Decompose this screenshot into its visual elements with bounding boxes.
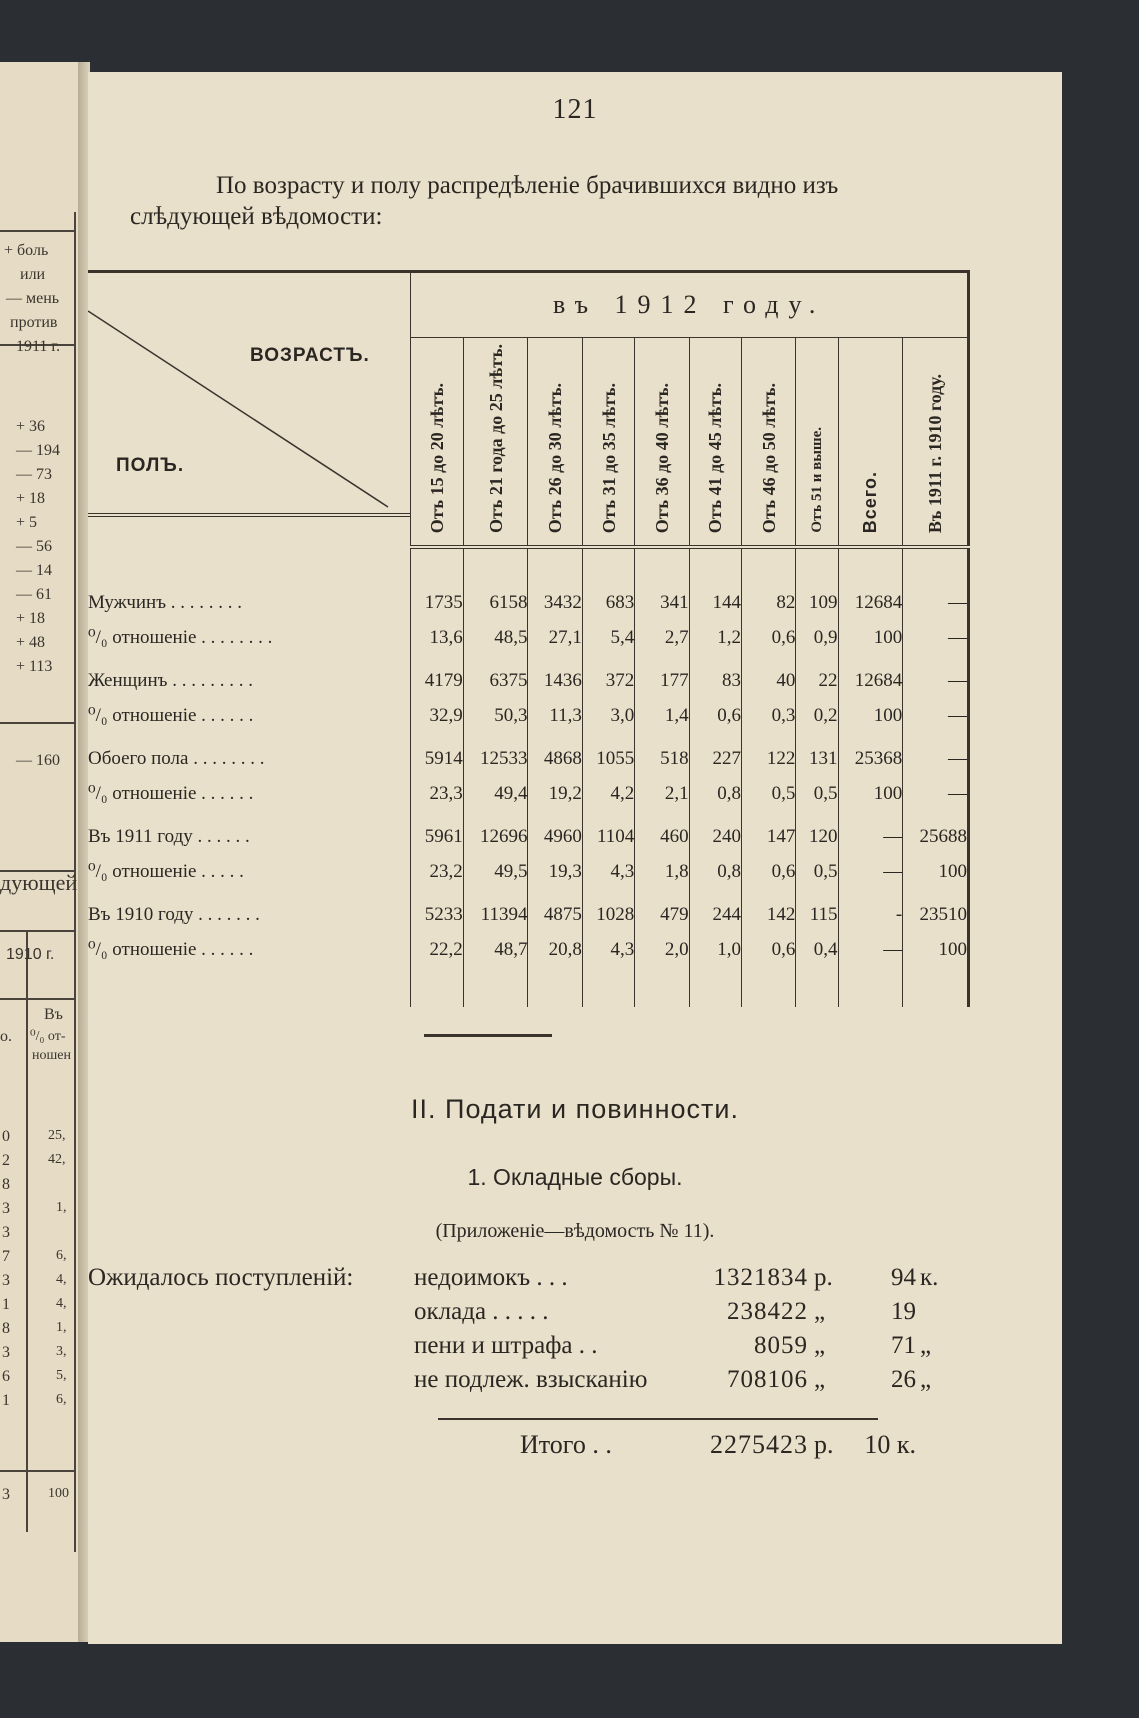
table-cell: 4960 bbox=[528, 819, 582, 854]
revenue-row bbox=[88, 1264, 988, 1298]
fragment-text: 1, bbox=[56, 1200, 67, 1215]
fragment-text: + 48 bbox=[16, 634, 46, 651]
table-row bbox=[88, 819, 969, 854]
fragment-text: — мень bbox=[6, 290, 60, 307]
table-cell: 100 bbox=[903, 854, 969, 889]
table-cell: 0,8 bbox=[689, 776, 741, 811]
table-body bbox=[88, 547, 969, 1007]
table-row bbox=[88, 698, 969, 733]
subsection-title: 1. Окладные сборы. bbox=[467, 1164, 683, 1190]
table-cell: 6158 bbox=[463, 585, 528, 620]
year-header: въ 1912 году. bbox=[411, 272, 969, 338]
table-cell: 23,2 bbox=[411, 854, 463, 889]
table-cell: 227 bbox=[689, 741, 741, 776]
fragment-text: ношен bbox=[32, 1048, 71, 1063]
revenue-item-name: пени и штрафа . . bbox=[414, 1332, 598, 1359]
table-cell: 22,2 bbox=[411, 932, 463, 967]
table-cell: 4875 bbox=[528, 897, 582, 932]
table-cell: 5233 bbox=[411, 897, 463, 932]
table-cell: — bbox=[838, 932, 903, 967]
corner-label-age: ВОЗРАСТЪ. bbox=[250, 345, 370, 366]
table-cell: 0,9 bbox=[796, 620, 838, 655]
table-cell: 100 bbox=[838, 698, 903, 733]
table-cell: 0,4 bbox=[796, 932, 838, 967]
table-cell: - bbox=[838, 897, 903, 932]
revenue-item-name: не подлеж. взысканію bbox=[414, 1366, 648, 1393]
row-label: ⁰/₀ отношеніе . . . . . . bbox=[88, 705, 254, 726]
table-cell: — bbox=[838, 819, 903, 854]
table-cell: 12533 bbox=[463, 741, 528, 776]
table-cell: 22 bbox=[796, 663, 838, 698]
fragment-text: 2 bbox=[2, 1152, 10, 1169]
table-cell: 4,3 bbox=[582, 932, 634, 967]
revenue-row bbox=[88, 1298, 988, 1332]
table-cell: 13,6 bbox=[411, 620, 463, 655]
table-cell: 0,5 bbox=[796, 776, 838, 811]
table-cell: — bbox=[903, 741, 969, 776]
revenue-item-amount: 8059 bbox=[754, 1332, 808, 1359]
appendix-note: (Приложеніе—вѣдомость № 11). bbox=[435, 1220, 715, 1242]
table-cell: 0,5 bbox=[742, 776, 796, 811]
column-header: Отъ 21 года до 25 лѣтъ. bbox=[463, 338, 528, 548]
table-cell: 244 bbox=[689, 897, 741, 932]
row-label: ⁰/₀ отношеніе . . . . . . bbox=[88, 939, 254, 960]
table-cell: 122 bbox=[742, 741, 796, 776]
fragment-text: — 73 bbox=[16, 466, 52, 483]
table-corner-cell bbox=[88, 272, 411, 548]
table-cell: 120 bbox=[796, 819, 838, 854]
revenue-item-unit: р. bbox=[814, 1264, 833, 1291]
row-label: Въ 1910 году . . . . . . . bbox=[88, 903, 260, 925]
column-header: Отъ 46 до 50 лѣтъ. bbox=[742, 338, 796, 548]
fragment-text: — 61 bbox=[16, 586, 52, 603]
revenue-list bbox=[88, 1264, 988, 1400]
table-cell: — bbox=[838, 854, 903, 889]
table-cell: 0,6 bbox=[689, 698, 741, 733]
fragment-text: 6, bbox=[56, 1248, 67, 1263]
table-cell: 5914 bbox=[411, 741, 463, 776]
table-cell: 1028 bbox=[582, 897, 634, 932]
table-cell: — bbox=[903, 698, 969, 733]
table-cell: 49,5 bbox=[463, 854, 528, 889]
revenue-item-kopecks: 19 bbox=[891, 1298, 916, 1325]
table-cell: 240 bbox=[689, 819, 741, 854]
table-cell: 2,0 bbox=[635, 932, 689, 967]
page-number: 121 bbox=[552, 94, 598, 125]
table-row bbox=[88, 897, 969, 932]
table-cell: — bbox=[903, 776, 969, 811]
table-cell: 2,1 bbox=[635, 776, 689, 811]
fragment-text: — 56 bbox=[16, 538, 52, 555]
table-cell: 6375 bbox=[463, 663, 528, 698]
table-cell: — bbox=[903, 620, 969, 655]
table-cell: 0,6 bbox=[742, 620, 796, 655]
table-cell: 3432 bbox=[528, 585, 582, 620]
table-cell: 0,6 bbox=[742, 854, 796, 889]
table-cell: 20,8 bbox=[528, 932, 582, 967]
column-header: Въ 1911 г. 1910 году. bbox=[903, 338, 969, 548]
fragment-text: + 5 bbox=[16, 514, 38, 531]
fragment-text: — 194 bbox=[16, 442, 60, 459]
table-cell: 372 bbox=[582, 663, 634, 698]
table-cell: 1735 bbox=[411, 585, 463, 620]
fragment-text: + 36 bbox=[16, 418, 46, 435]
row-label: Обоего пола . . . . . . . . bbox=[88, 747, 265, 769]
column-header: Отъ 41 до 45 лѣтъ. bbox=[689, 338, 741, 548]
table-cell: 12684 bbox=[838, 663, 903, 698]
column-header: Отъ 31 до 35 лѣтъ. bbox=[582, 338, 634, 548]
fragment-text: 100 bbox=[48, 1486, 69, 1501]
table-cell: 4868 bbox=[528, 741, 582, 776]
revenue-item-amount: 238422 bbox=[727, 1298, 808, 1325]
table-cell: 0,6 bbox=[742, 932, 796, 967]
revenue-item-unit: „ bbox=[814, 1298, 826, 1325]
fragment-text: 3 bbox=[2, 1486, 10, 1503]
table-row bbox=[88, 854, 969, 889]
diagonal-rule bbox=[88, 303, 402, 513]
fragment-text: или bbox=[20, 266, 46, 283]
book-page bbox=[88, 72, 1062, 1644]
fragment-text: 1911 г. bbox=[16, 338, 61, 355]
table-cell: 460 bbox=[635, 819, 689, 854]
row-label: Женщинъ . . . . . . . . . bbox=[88, 669, 253, 691]
fragment-text: 1 bbox=[2, 1296, 10, 1313]
table-cell: 50,3 bbox=[463, 698, 528, 733]
table-cell: 25688 bbox=[903, 819, 969, 854]
total-amount: 2275423 bbox=[710, 1430, 808, 1459]
table-cell: 49,4 bbox=[463, 776, 528, 811]
table-cell: 1055 bbox=[582, 741, 634, 776]
table-cell: 27,1 bbox=[528, 620, 582, 655]
table-row bbox=[88, 741, 969, 776]
intro-line-1: По возрасту и полу распредѣленіе брачившихся видно изъ bbox=[216, 172, 839, 199]
table-cell: 109 bbox=[796, 585, 838, 620]
table-cell: 131 bbox=[796, 741, 838, 776]
fragment-text: 3 bbox=[2, 1200, 10, 1217]
total-kopecks: 10 к. bbox=[864, 1430, 916, 1459]
table-cell: 12684 bbox=[838, 585, 903, 620]
table-cell: — bbox=[903, 663, 969, 698]
fragment-text: ⁰/₀ от- bbox=[30, 1029, 66, 1044]
row-label: ⁰/₀ отношеніе . . . . . bbox=[88, 861, 244, 882]
divider bbox=[0, 930, 76, 932]
fragment-text: 1, bbox=[56, 1320, 67, 1335]
table-cell: 3,0 bbox=[582, 698, 634, 733]
left-page-fragment bbox=[0, 62, 80, 1642]
section-title: II. Подати и повинности. bbox=[411, 1094, 739, 1124]
revenue-row bbox=[88, 1332, 988, 1366]
revenue-lead: Ожидалось поступленій: bbox=[88, 1264, 354, 1291]
table-cell: 341 bbox=[635, 585, 689, 620]
table-cell: 0,3 bbox=[742, 698, 796, 733]
revenue-item-kopecks: 94 bbox=[891, 1264, 916, 1291]
table-cell: 11,3 bbox=[528, 698, 582, 733]
column-header: Отъ 36 до 40 лѣтъ. bbox=[635, 338, 689, 548]
revenue-item-name: оклада . . . . . bbox=[414, 1298, 549, 1325]
row-label: Въ 1911 году . . . . . . bbox=[88, 825, 250, 847]
fragment-text: 1 bbox=[2, 1392, 10, 1409]
table-cell: 147 bbox=[742, 819, 796, 854]
table-cell: 100 bbox=[838, 620, 903, 655]
revenue-item-amount: 1321834 bbox=[713, 1264, 808, 1291]
table-cell: 4179 bbox=[411, 663, 463, 698]
total-divider bbox=[438, 1418, 878, 1420]
fragment-text: 25, bbox=[48, 1128, 66, 1143]
table-cell: 1,2 bbox=[689, 620, 741, 655]
fragment-text: + боль bbox=[4, 242, 49, 259]
total-unit: р. bbox=[814, 1430, 834, 1459]
divider bbox=[0, 230, 76, 232]
table-cell: 48,5 bbox=[463, 620, 528, 655]
table-cell: 82 bbox=[742, 585, 796, 620]
table-cell: 4,3 bbox=[582, 854, 634, 889]
divider bbox=[0, 1470, 76, 1472]
column-header: Отъ 15 до 20 лѣтъ. bbox=[411, 338, 463, 548]
revenue-item-kopeck-unit: к. bbox=[920, 1264, 939, 1291]
table-cell: 12696 bbox=[463, 819, 528, 854]
divider bbox=[0, 722, 76, 724]
revenue-total bbox=[88, 1430, 988, 1470]
table-row bbox=[88, 585, 969, 620]
revenue-item-kopeck-unit: „ bbox=[920, 1332, 932, 1359]
fragment-text: + 18 bbox=[16, 610, 46, 627]
fragment-text: 5, bbox=[56, 1368, 67, 1383]
table-cell: 518 bbox=[635, 741, 689, 776]
fragment-text: 4, bbox=[56, 1296, 67, 1311]
table-cell: 25368 bbox=[838, 741, 903, 776]
table-cell: 100 bbox=[903, 932, 969, 967]
fragment-text: 42, bbox=[48, 1152, 66, 1167]
revenue-item-kopeck-unit: „ bbox=[920, 1366, 932, 1393]
table-cell: 1,0 bbox=[689, 932, 741, 967]
fragment-text: + 18 bbox=[16, 490, 46, 507]
table-cell: 0,8 bbox=[689, 854, 741, 889]
fragment-text: 8 bbox=[2, 1320, 10, 1337]
table-cell: 115 bbox=[796, 897, 838, 932]
revenue-item-unit: „ bbox=[814, 1332, 826, 1359]
table-cell: 100 bbox=[838, 776, 903, 811]
fragment-text: Въ bbox=[44, 1006, 63, 1023]
revenue-item-amount: 708106 bbox=[727, 1366, 808, 1393]
total-label: Итого . . bbox=[520, 1430, 612, 1459]
table-cell: 48,7 bbox=[463, 932, 528, 967]
table-cell: 1,4 bbox=[635, 698, 689, 733]
column-header: Отъ 51 и выше. bbox=[796, 338, 838, 548]
fragment-text: 6 bbox=[2, 1368, 10, 1385]
revenue-item-name: недоимокъ . . . bbox=[414, 1264, 568, 1291]
divider bbox=[0, 998, 76, 1000]
fragment-text: 0 bbox=[2, 1128, 10, 1145]
row-label: Мужчинъ . . . . . . . . bbox=[88, 591, 243, 613]
table-cell: 83 bbox=[689, 663, 741, 698]
fragment-text: 1910 г. bbox=[6, 946, 55, 963]
table-cell: 1104 bbox=[582, 819, 634, 854]
table-cell: 40 bbox=[742, 663, 796, 698]
table-cell: 19,3 bbox=[528, 854, 582, 889]
fragment-text: — 14 bbox=[16, 562, 52, 579]
revenue-item-kopecks: 71 bbox=[891, 1332, 916, 1359]
row-label: ⁰/₀ отношеніе . . . . . . . . bbox=[88, 627, 273, 648]
row-label: ⁰/₀ отношеніе . . . . . . bbox=[88, 783, 254, 804]
column-header: Всего. bbox=[838, 338, 903, 548]
column-header: Отъ 26 до 30 лѣтъ. bbox=[528, 338, 582, 548]
table-row bbox=[88, 932, 969, 967]
table-cell: 177 bbox=[635, 663, 689, 698]
fragment-text: 3 bbox=[2, 1344, 10, 1361]
intro-line-2: слѣдующей вѣдомости: bbox=[130, 203, 383, 230]
table-cell: 19,2 bbox=[528, 776, 582, 811]
table-cell: 4,2 bbox=[582, 776, 634, 811]
fragment-text: 7 bbox=[2, 1248, 10, 1265]
revenue-row bbox=[88, 1366, 988, 1400]
fragment-text: 3 bbox=[2, 1224, 10, 1241]
table-cell: 11394 bbox=[463, 897, 528, 932]
corner-label-sex: ПОЛЪ. bbox=[116, 455, 185, 476]
table-row bbox=[88, 776, 969, 811]
table-cell: 1,8 bbox=[635, 854, 689, 889]
revenue-item-kopecks: 26 bbox=[891, 1366, 916, 1393]
table-row bbox=[88, 620, 969, 655]
table-cell: 683 bbox=[582, 585, 634, 620]
table-cell: 144 bbox=[689, 585, 741, 620]
table-cell: 2,7 bbox=[635, 620, 689, 655]
fragment-text: 3, bbox=[56, 1344, 67, 1359]
fragment-text: о. bbox=[0, 1028, 12, 1045]
table-cell: 23510 bbox=[903, 897, 969, 932]
fragment-text: + 113 bbox=[16, 658, 53, 675]
fragment-text: 3 bbox=[2, 1272, 10, 1289]
fragment-text: 4, bbox=[56, 1272, 67, 1287]
table-cell: 5,4 bbox=[582, 620, 634, 655]
table-cell: 5961 bbox=[411, 819, 463, 854]
revenue-item-unit: „ bbox=[814, 1366, 826, 1393]
intro-paragraph bbox=[130, 170, 1030, 232]
marriage-age-table bbox=[88, 270, 970, 1007]
fragment-text: против bbox=[10, 314, 58, 331]
table-cell: 0,2 bbox=[796, 698, 838, 733]
fragment-text: 6, bbox=[56, 1392, 67, 1407]
divider bbox=[26, 932, 28, 1532]
section-divider bbox=[424, 1034, 552, 1037]
table-cell: 23,3 bbox=[411, 776, 463, 811]
fragment-text: дующей bbox=[0, 870, 78, 895]
table-cell: — bbox=[903, 585, 969, 620]
table-cell: 479 bbox=[635, 897, 689, 932]
fragment-text: — 160 bbox=[16, 752, 60, 769]
table-cell: 0,5 bbox=[796, 854, 838, 889]
table-cell: 1436 bbox=[528, 663, 582, 698]
fragment-text: 8 bbox=[2, 1176, 10, 1193]
table-row bbox=[88, 663, 969, 698]
table-cell: 32,9 bbox=[411, 698, 463, 733]
table-cell: 142 bbox=[742, 897, 796, 932]
